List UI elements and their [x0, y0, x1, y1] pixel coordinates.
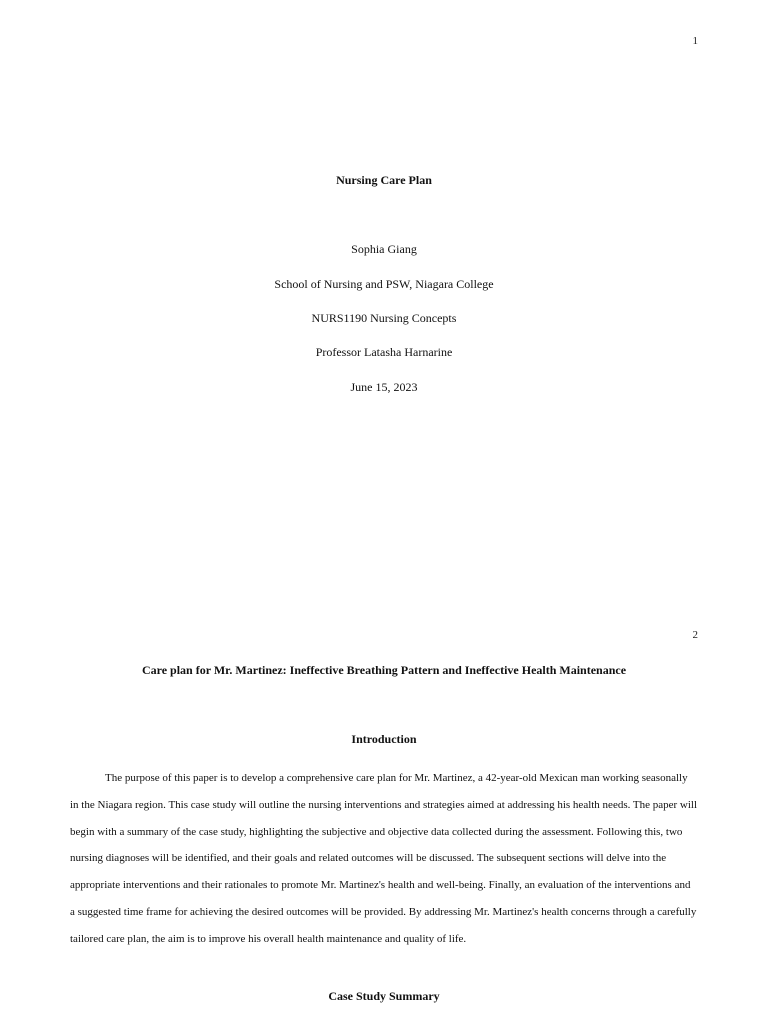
- course-name: NURS1190 Nursing Concepts: [311, 311, 457, 325]
- paper-title: Care plan for Mr. Martinez: Ineffective Breathing Pattern and Ineffective Health Maintenance: [141, 663, 627, 677]
- section-heading-introduction: Introduction: [351, 732, 417, 746]
- page-number: 2: [692, 629, 698, 641]
- introduction-paragraph: The purpose of this paper is to develop a comprehensive care plan for Mr. Martinez, a 42-year-old Mexican man working seasonally in the Niagara region. This case study will outline the nursing interventions and strategies aimed at addressing his health needs. The paper will begin with a summary of the case study, highlighting the subjective and objective data collected during the assessment. Following this, two nursing diagnoses will be identified, and their goals and related outcomes will be discussed. The subsequent sections will delve into the appropriate interventions and their rationales to promote Mr. Martinez's health and well-being. Finally, an evaluation of the interventions and a suggested time frame for achieving the desired outcomes will be provided. By addressing Mr. Martinez's health concerns through a carefully tailored care plan, the aim is to improve his overall health maintenance and quality of life.: [70, 772, 698, 945]
- institution: School of Nursing and PSW, Niagara College: [274, 277, 494, 291]
- page-number: 1: [692, 35, 698, 47]
- professor-name: Professor Latasha Harnarine: [315, 345, 453, 359]
- section-heading-case-study-summary: Case Study Summary: [328, 989, 440, 1003]
- author-name: Sophia Giang: [351, 242, 417, 256]
- document-title: Nursing Care Plan: [336, 173, 432, 187]
- submission-date: June 15, 2023: [350, 380, 418, 394]
